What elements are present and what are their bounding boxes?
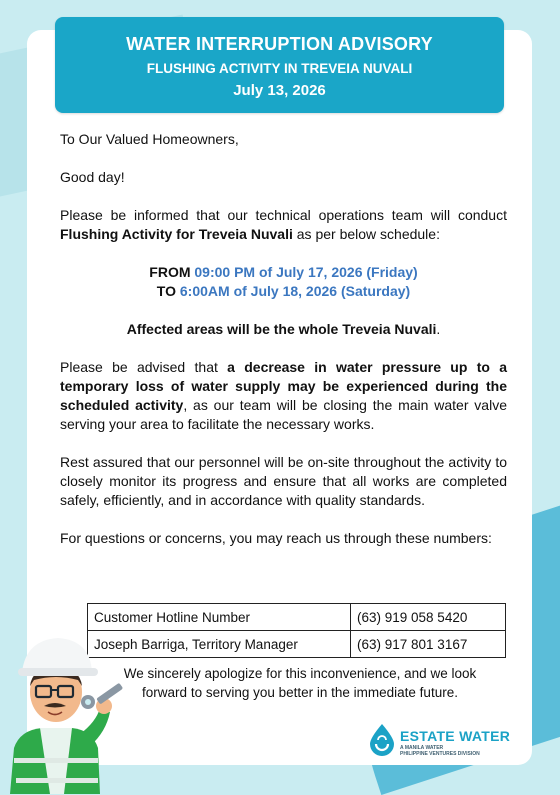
intro-suffix: as per below schedule: bbox=[292, 226, 440, 242]
advisory-header bbox=[55, 17, 504, 113]
table-row bbox=[88, 604, 506, 631]
advice-prefix: Please be advised that bbox=[60, 359, 228, 375]
to-time: 6:00AM of July 18, 2026 (Saturday) bbox=[179, 283, 411, 299]
logo-tagline-2: PHILIPPINE VENTURES DIVISION bbox=[400, 751, 480, 757]
greeting: Good day! bbox=[60, 169, 125, 185]
contacts-table bbox=[87, 603, 506, 658]
questions-paragraph: For questions or concerns, you may reach us through these numbers: bbox=[60, 530, 492, 546]
from-time: 09:00 PM of July 17, 2026 (Friday) bbox=[194, 264, 418, 280]
advisory-title: WATER INTERRUPTION ADVISORY bbox=[126, 34, 433, 54]
intro-paragraph bbox=[60, 206, 507, 244]
contact-number[interactable]: (63) 919 058 5420 bbox=[351, 604, 506, 631]
salutation: To Our Valued Homeowners, bbox=[60, 131, 239, 147]
intro-prefix: Please be informed that our technical operations team will conduct bbox=[60, 207, 507, 223]
from-label: FROM bbox=[149, 264, 191, 280]
technician-mascot-icon bbox=[0, 630, 135, 794]
schedule-from bbox=[60, 263, 507, 282]
schedule-to bbox=[60, 282, 507, 301]
logo-tagline-1: A MANILA WATER bbox=[400, 745, 444, 751]
table-row bbox=[88, 631, 506, 658]
schedule bbox=[60, 263, 507, 301]
contact-name: Joseph Barriga, Territory Manager bbox=[88, 631, 351, 658]
advice-suffix: , as our team will be closing the main water valve serving your area to facilitate the necessary works. bbox=[60, 397, 507, 432]
affected-bold: Affected areas will be the whole Treveia Nuvali bbox=[126, 321, 437, 337]
letter-body bbox=[60, 130, 507, 548]
contact-name: Customer Hotline Number bbox=[88, 604, 351, 631]
closing-line-2: forward to serving you better in the immediate future. bbox=[142, 685, 458, 700]
advisory-subtitle: FLUSHING ACTIVITY IN TREVEIA NUVALI bbox=[146, 61, 413, 76]
water-drop-icon bbox=[368, 722, 396, 756]
estate-water-logo bbox=[368, 722, 518, 764]
advisory-date: July 13, 2026 bbox=[233, 82, 326, 99]
closing-line-1: We sincerely apologize for this inconvenience, and we look bbox=[123, 666, 477, 681]
closing-message bbox=[90, 664, 510, 702]
logo-name: ESTATE WATER bbox=[400, 728, 511, 744]
affected-end: . bbox=[436, 321, 441, 337]
advice-bold: a decrease in water pressure up to a temporary loss of water supply may be experienced during the scheduled activity bbox=[60, 359, 507, 413]
to-label: TO bbox=[156, 283, 176, 299]
affected-areas bbox=[60, 320, 507, 339]
intro-bold: Flushing Activity for Treveia Nuvali bbox=[60, 226, 293, 242]
contact-number[interactable]: (63) 917 801 3167 bbox=[351, 631, 506, 658]
assurance-paragraph: Rest assured that our personnel will be on-site throughout the activity to closely monitor its progress and ensure that all works are completed safely, efficiently, and in accordance with quality standards. bbox=[60, 454, 507, 508]
advice-paragraph bbox=[60, 358, 507, 434]
